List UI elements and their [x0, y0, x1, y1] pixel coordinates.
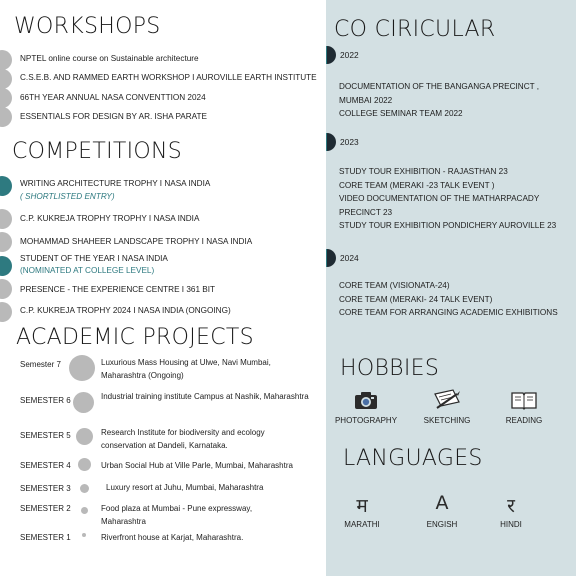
semester-label: SEMESTER 2 [20, 504, 71, 513]
year-marker [326, 249, 336, 267]
competitions-heading: COMPETITIONS [12, 139, 183, 164]
bullet-dot [0, 279, 12, 299]
language-label: MARATHI [344, 520, 380, 529]
language-label: HINDI [500, 520, 522, 529]
cocurricular-item: DOCUMENTATION OF THE BANGANGA PRECINCT , MUMBAI 2022 [339, 82, 540, 105]
cocurricular-item: CORE TEAM (VISIONATA-24) [339, 281, 450, 290]
project-dot [69, 355, 95, 381]
language-english [412, 492, 472, 529]
semester-label: Semester 7 [20, 360, 61, 369]
cocurricular-item: STUDY TOUR EXHIBITION PONDICHERY AUROVILLE 23 [339, 221, 557, 230]
project-dot [81, 507, 88, 514]
competition-note: (NOMINATED AT COLLEGE LEVEL) [20, 266, 155, 275]
workshop-item: NPTEL online course on Sustainable architecture [20, 54, 199, 63]
cocurricular-list [339, 279, 574, 320]
bullet-dot [0, 176, 12, 196]
cocurricular-list [339, 165, 574, 233]
competition-note: ( SHORTLISTED ENTRY) [20, 192, 115, 201]
semester-label: SEMESTER 4 [20, 461, 71, 470]
project-text: Luxury resort at Juhu, Mumbai, Maharashtra [106, 483, 264, 492]
project-dot [80, 484, 89, 493]
semester-label: SEMESTER 3 [20, 484, 71, 493]
cocurricular-list [339, 80, 571, 121]
cocurricular-item: STUDY TOUR EXHIBITION - RAJASTHAN 23 [339, 167, 508, 176]
project-dot [78, 458, 91, 471]
workshop-item: ESSENTIALS FOR DESIGN BY AR. ISHA PARATE [20, 112, 207, 121]
competition-item: PRESENCE - THE EXPERIENCE CENTRE I 361 BIT [20, 285, 216, 294]
bullet-dot [0, 50, 12, 70]
hobbies-heading: HOBBIES [340, 356, 440, 381]
semester-label: SEMESTER 1 [20, 533, 71, 542]
project-dot [76, 428, 93, 445]
cocurricular-item: CORE TEAM (MERAKI- 24 TALK EVENT) [339, 294, 493, 304]
hobby-sketching [407, 386, 487, 425]
language-hindi [481, 492, 541, 529]
right-column [326, 0, 576, 576]
year-marker [326, 46, 336, 64]
competition-item: WRITING ARCHITECTURE TROPHY I NASA INDIA [20, 179, 211, 188]
book-icon [484, 386, 564, 410]
competition-item: C.P. KUKREJA TROPHY TROPHY I NASA INDIA [20, 214, 200, 223]
cocurricular-item: CORE TEAM (MERAKI -23 TALK EVENT ) [339, 180, 495, 190]
hobby-label: SKETCHING [423, 416, 471, 425]
project-text: Urban Social Hub at Ville Parle, Mumbai, Maharashtra [101, 461, 293, 470]
bullet-dot [0, 302, 12, 322]
hobby-label: READING [505, 416, 543, 425]
languages-heading: LANGUAGES [343, 446, 483, 471]
language-label: ENGISH [426, 520, 458, 529]
year-label: 2024 [340, 253, 359, 263]
project-text: Luxurious Mass Housing at Ulwe, Navi Mumbai, Maharashtra (Ongoing) [101, 358, 271, 380]
cocurricular-item: COLLEGE SEMINAR TEAM 2022 [339, 109, 463, 118]
semester-label: SEMESTER 6 [20, 396, 71, 405]
project-dot [82, 533, 86, 537]
bullet-dot [0, 232, 12, 252]
project-text: Industrial training institute Campus at Nashik, Maharashtra [101, 392, 309, 401]
workshop-item: 66TH YEAR ANNUAL NASA CONVENTTION 2024 [20, 93, 206, 102]
language-glyph: A [435, 492, 449, 514]
workshop-item: C.S.E.B. AND RAMMED EARTH WORKSHOP I AUROVILLE EARTH INSTITUTE [20, 73, 317, 82]
language-marathi [332, 492, 392, 529]
project-text: Riverfront house at Karjat, Maharashtra. [101, 533, 244, 542]
bullet-dot [0, 256, 12, 276]
sketchbook-icon [407, 386, 487, 410]
semester-label: SEMESTER 5 [20, 431, 71, 440]
cocurricular-heading: CO CIRICULAR [334, 17, 496, 42]
bullet-dot [0, 209, 12, 229]
year-marker [326, 133, 336, 151]
academic-projects-heading: ACADEMIC PROJECTS [16, 325, 254, 350]
hobby-reading [484, 386, 564, 425]
bullet-dot [0, 88, 12, 108]
competition-item: C.P. KUKREJA TROPHY 2024 I NASA INDIA (ONGOING) [20, 306, 231, 315]
project-dot [73, 392, 94, 413]
competition-item: STUDENT OF THE YEAR I NASA INDIA [20, 254, 168, 263]
cocurricular-item: CORE TEAM FOR ARRANGING ACADEMIC EXHIBITIONS [339, 308, 558, 317]
bullet-dot [0, 107, 12, 127]
hobby-photography [326, 386, 406, 425]
camera-icon [326, 386, 406, 410]
competition-item: MOHAMMAD SHAHEER LANDSCAPE TROPHY I NASA INDIA [20, 237, 253, 246]
year-label: 2023 [340, 137, 359, 147]
project-text: Food plaza at Mumbai - Pune expressway, Maharashtra [101, 504, 253, 526]
year-label: 2022 [340, 50, 359, 60]
language-glyph: र [507, 495, 515, 517]
bullet-dot [0, 69, 12, 89]
workshops-heading: WORKSHOPS [14, 14, 161, 39]
language-glyph: म [356, 495, 368, 517]
hobby-label: PHOTOGRAPHY [334, 416, 398, 425]
project-text: Research Institute for biodiversity and ecology conservation at Dandeli, Karnataka. [101, 428, 265, 450]
cocurricular-item: VIDEO DOCUMENTATION OF THE MATHARPACADY PRECINCT 23 [339, 194, 540, 217]
